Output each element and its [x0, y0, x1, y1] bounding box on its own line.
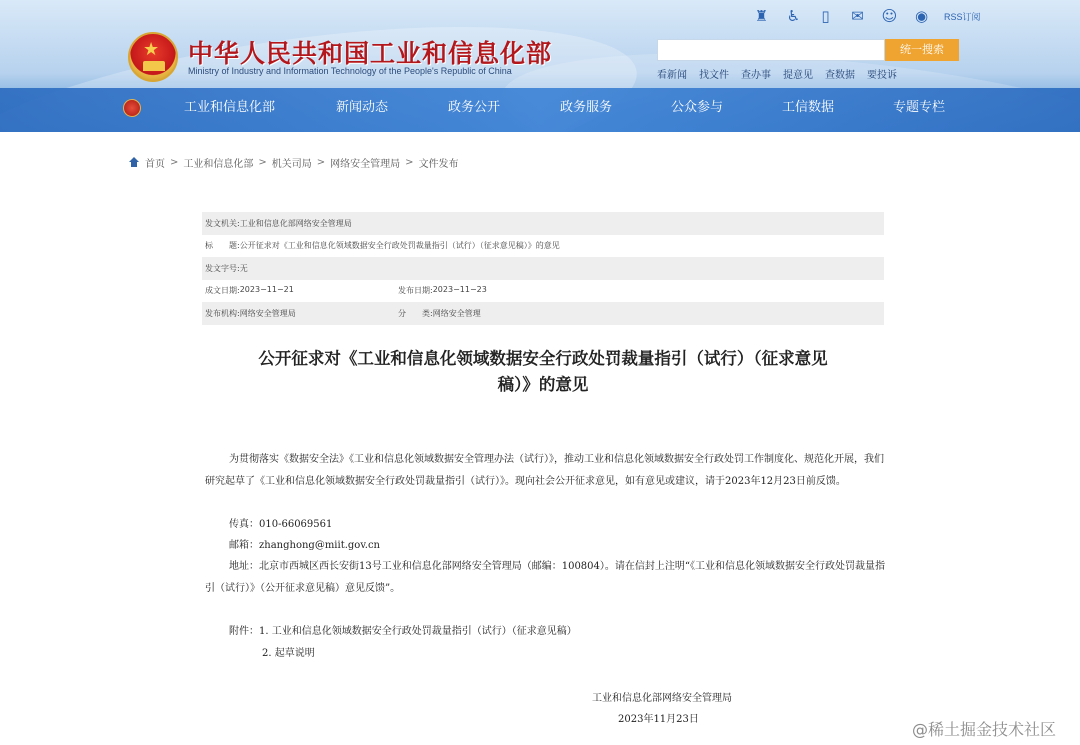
- site-title[interactable]: 中华人民共和国工业和信息化部: [188, 39, 553, 68]
- top-icon-bar: [752, 6, 981, 26]
- meta-row-issuer: [202, 212, 884, 235]
- attachment-2-link[interactable]: 2. 起草说明: [262, 648, 315, 659]
- meta-label: 标 题:: [205, 241, 240, 251]
- meta-value: 网络安全管理局: [239, 308, 296, 318]
- mobile-icon[interactable]: ▯: [821, 6, 830, 25]
- quick-link-services[interactable]: 查办事: [741, 70, 771, 81]
- meta-label: 成文日期:: [205, 286, 240, 296]
- search-input[interactable]: [657, 39, 885, 61]
- quick-link-complaint[interactable]: 要投诉: [867, 70, 897, 81]
- weibo-icon[interactable]: ◉: [914, 6, 929, 25]
- meta-value: 工业和信息化部网络安全管理局: [239, 218, 352, 228]
- rss-link[interactable]: RSS订阅: [944, 11, 981, 22]
- quick-link-data[interactable]: 查数据: [825, 70, 855, 81]
- meta-row-doc-no: [202, 257, 884, 280]
- breadcrumb-item[interactable]: 首页: [145, 159, 165, 170]
- meta-row-title: [202, 235, 884, 258]
- breadcrumb: 首页 > 工业和信息化部 > 机关司局 > 网络安全管理局 > 文件发布: [128, 155, 459, 170]
- meta-label: 分 类:: [398, 308, 433, 318]
- main-nav: [0, 96, 1080, 120]
- wechat-icon[interactable]: ☺: [881, 6, 898, 25]
- document-title-line: 公开征求对《工业和信息化领域数据安全行政处罚裁量指引（试行）（征求意见: [258, 349, 828, 368]
- nav-item-data[interactable]: 工信数据: [782, 100, 835, 115]
- meta-label: 发布日期:: [398, 286, 433, 296]
- watermark: @稀土掘金技术社区: [912, 720, 1057, 739]
- accessibility-icon[interactable]: ♿: [786, 6, 801, 25]
- mail-icon[interactable]: ✉: [851, 6, 864, 25]
- signature-date: 2023年11月23日: [618, 714, 699, 725]
- home-icon[interactable]: [128, 157, 140, 168]
- nav-item-participation[interactable]: 公众参与: [671, 100, 724, 115]
- meta-label: 发文机关:: [205, 218, 240, 228]
- attachment-1-link[interactable]: 附件：1. 工业和信息化领域数据安全行政处罚裁量指引（试行）（征求意见稿）: [229, 626, 577, 637]
- robot-icon[interactable]: ♜: [754, 6, 769, 25]
- meta-value: 无: [239, 263, 248, 273]
- document-meta-table: [202, 212, 884, 325]
- contact-email: 邮箱：zhanghong@miit.gov.cn: [229, 540, 380, 551]
- contact-fax: 传真：010-66069561: [229, 519, 333, 530]
- signature-org: 工业和信息化部网络安全管理局: [592, 693, 732, 704]
- meta-row-org: [202, 302, 884, 325]
- nav-item-miit[interactable]: 工业和信息化部: [184, 100, 276, 115]
- meta-value: 2023−11−23: [432, 285, 487, 295]
- quick-link-files[interactable]: 找文件: [699, 70, 729, 81]
- search-button[interactable]: 统一搜索: [885, 39, 959, 61]
- nav-item-topics[interactable]: 专题专栏: [893, 100, 946, 115]
- meta-label: 发布机构:: [205, 308, 240, 318]
- meta-label: 发文字号:: [205, 263, 240, 273]
- document-intro: 为贯彻落实《数据安全法》《工业和信息化领域数据安全管理办法（试行）》，推动工业和信息化领域数据安全行政处罚工作制度化、规范化开展，我们研究起草了《工业和信息化领域数据安全行政处罚裁量指引（试行）》。现向社会公开征求意见，如有意见或建议，请于2023年12月23日前反馈。: [205, 454, 884, 487]
- contact-address: 地址：北京市西城区西长安街13号工业和信息化部网络安全管理局（邮编：100804）。请在信封上注明“《工业和信息化领域数据安全行政处罚裁量指引（试行）》（公开征求意见稿）意见反馈”。: [205, 561, 886, 594]
- breadcrumb-item[interactable]: 网络安全管理局: [330, 159, 401, 170]
- breadcrumb-item[interactable]: 工业和信息化部: [183, 159, 254, 170]
- document-title-line: 稿）》的意见: [497, 375, 589, 394]
- national-emblem-icon[interactable]: ★: [128, 32, 178, 82]
- meta-row-dates: [202, 280, 884, 303]
- meta-value: 网络安全管理: [432, 308, 481, 318]
- quick-links: [657, 66, 897, 81]
- meta-value: 2023−11−21: [239, 285, 294, 295]
- nav-item-gov-affairs[interactable]: 政务公开: [448, 100, 501, 115]
- breadcrumb-item[interactable]: 文件发布: [418, 159, 459, 170]
- quick-link-feedback[interactable]: 提意见: [783, 70, 813, 81]
- meta-value: 公开征求对《工业和信息化领域数据安全行政处罚裁量指引（试行）（征求意见稿）》的意见: [239, 241, 560, 251]
- breadcrumb-item[interactable]: 机关司局: [271, 159, 312, 170]
- quick-link-news[interactable]: 看新闻: [657, 70, 687, 81]
- nav-item-news[interactable]: 新闻动态: [336, 100, 389, 115]
- site-subtitle: Ministry of Industry and Information Technology of the People's Republic of China: [188, 66, 512, 76]
- nav-item-services[interactable]: 政务服务: [560, 100, 613, 115]
- document-title: [202, 346, 884, 398]
